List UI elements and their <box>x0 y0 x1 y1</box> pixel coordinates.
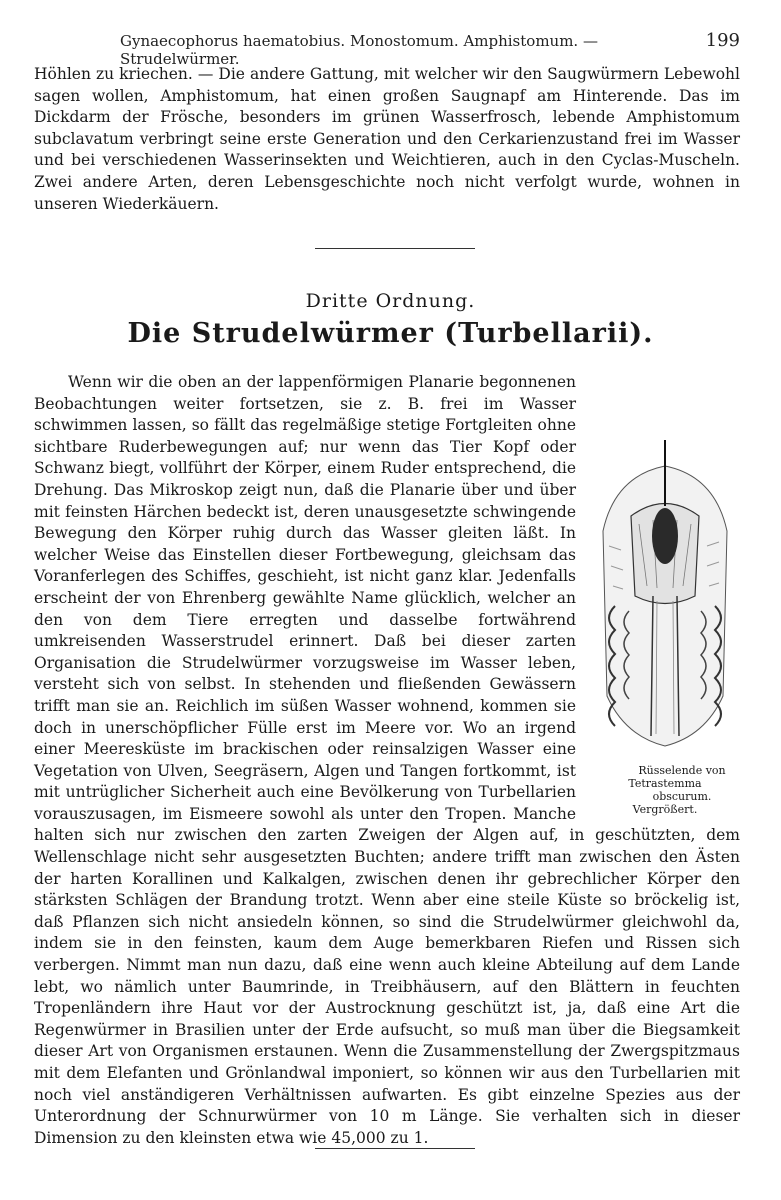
paragraph-turbellaria-text: Wenn wir die oben an der lappenförmigen Planarie begonnenen Beobachtungen weiter fortsetzen, sie z. B. frei im Wasser schwimmen lassen, so fällt das regelmäßige stetige Fortgleiten ohne sichtbare Ruderbewegungen auf; nur wenn das Tier Kopf oder Schwanz biegt, vollführt der Körper, einem Ruder entsprechend, die Drehung. Das Mikroskop zeigt nun, daß die Planarie über und über mit feinsten Härchen bedeckt ist, deren unausgesetzte schwingende Bewegung den Körper ruhig durch das Wasser gleiten läßt. In welcher Weise das Einstellen dieser Fortbewegung, gleichsam das Voranferlegen des Schiffes, geschieht, ist nicht ganz klar. Jedenfalls erscheint der von Ehrenberg gewählte Name glücklich, welcher an den von dem Tiere erregten und dasselbe fortwährend umkreisenden Wasserstrudel erinnert. Daß bei dieser zarten Organisation die Strudelwürmer vorzugsweise im Wasser leben, versteht sich von selbst. In stehenden und fließenden Gewässern trifft man sie an. Reichlich im süßen Wasser wohnend, kommen sie doch in unerschöpflicher Fülle erst im Meere vor. Wo an irgend einer Meeresküste im brackischen oder reinsalzigen Wasser eine Vegetation von Ulven, Seegräsern, Algen und Tangen fortkommt, ist mit untrüglicher Sicherheit auch eine Bevölkerung von Turbellarien vorauszusagen, im Eismeere sowohl als unter den Tropen. Manche halten sich nur zwischen den zarten Zweigen der Algen auf, in geschützten, dem Wellenschlage nicht sehr ausgesetzten Buchten; andere trifft man zwischen den Ästen der harten Korallinen und Kalkalgen, zwischen denen ihr gebrechlicher Körper den stärksten Schlägen der Brandung trotzt. Wenn aber eine steile Küste so bröckelig ist, daß Pflanzen sich nicht ansiedeln können, so sind die Strudelwürmer gleichwohl da, indem sie in den feinsten, kaum dem Auge bemerkbaren Riefen und Rissen sich verbergen. Nimmt man nun dazu, daß eine wenn auch kleine Abteilung auf dem Lande lebt, wo nämlich unter Baumrinde, in Treibhäusern, auf den Blättern in feuchten Tropenländern ihre Haut vor der Austrocknung geschützt ist, ja, daß eine Art die Regenwürmer in Brasilien unter der Erde aufsucht, so muß man über die Biegsamkeit dieser Art von Organismen erstaunen. Wenn die Zusammenstellung der Zwergspitzmaus mit dem Elefanten und Grönlandwal imponiert, so können wir aus den Turbellarien mit noch viel anständigeren Verhältnissen aufwarten. Es gibt einzelne Spezies aus der Unterordnung der Schnurwürmer von 10 m Länge. Sie verhalten sich in dieser Dimension zu den kleinsten etwa wie 45,000 zu 1. <box>34 373 740 1147</box>
order-heading: Dritte Ordnung. <box>305 290 476 312</box>
figure-caption-line-2: obscurum. Vergrößert. <box>632 790 712 816</box>
figure-tetrastemma <box>590 436 740 816</box>
section-divider-bottom <box>315 1148 475 1149</box>
tetrastemma-proboscis-illustration <box>595 436 735 756</box>
paragraph-amphistomum: Höhlen zu kriechen. — Die andere Gattung, mit welcher wir den Saugwürmern Lebewohl sagen wollen, Amphistomum, hat einen großen Saugnapf am Hinterende. Das im Dickdarm der Frösche, besonders im grünen Wasserfrosch, lebende Amphistomum subclavatum verbringt seine erste Generation und den Cerkarienzustand frei im Wasser und bei verschiedenen Wasserinsekten und Weichtieren, auch in den Cyclas-Muscheln. Zwei andere Arten, deren Lebensgeschichte noch nicht verfolgt wurde, wohnen in unseren Wiederkäuern. <box>34 65 740 213</box>
paragraph-turbellaria-body <box>34 372 740 1149</box>
running-header <box>120 30 740 68</box>
figure-caption-line-1: Rüsselende von Tetrastemma <box>628 764 726 790</box>
figure-caption <box>590 764 740 816</box>
section-divider-top <box>315 248 475 249</box>
page-number: 199 <box>705 30 740 51</box>
chapter-title: Die Strudelwürmer (Turbellarii). <box>127 318 654 349</box>
running-title: Gynaecophorus haematobius. Monostomum. Amphistomum. — Strudelwürmer. <box>120 32 598 68</box>
